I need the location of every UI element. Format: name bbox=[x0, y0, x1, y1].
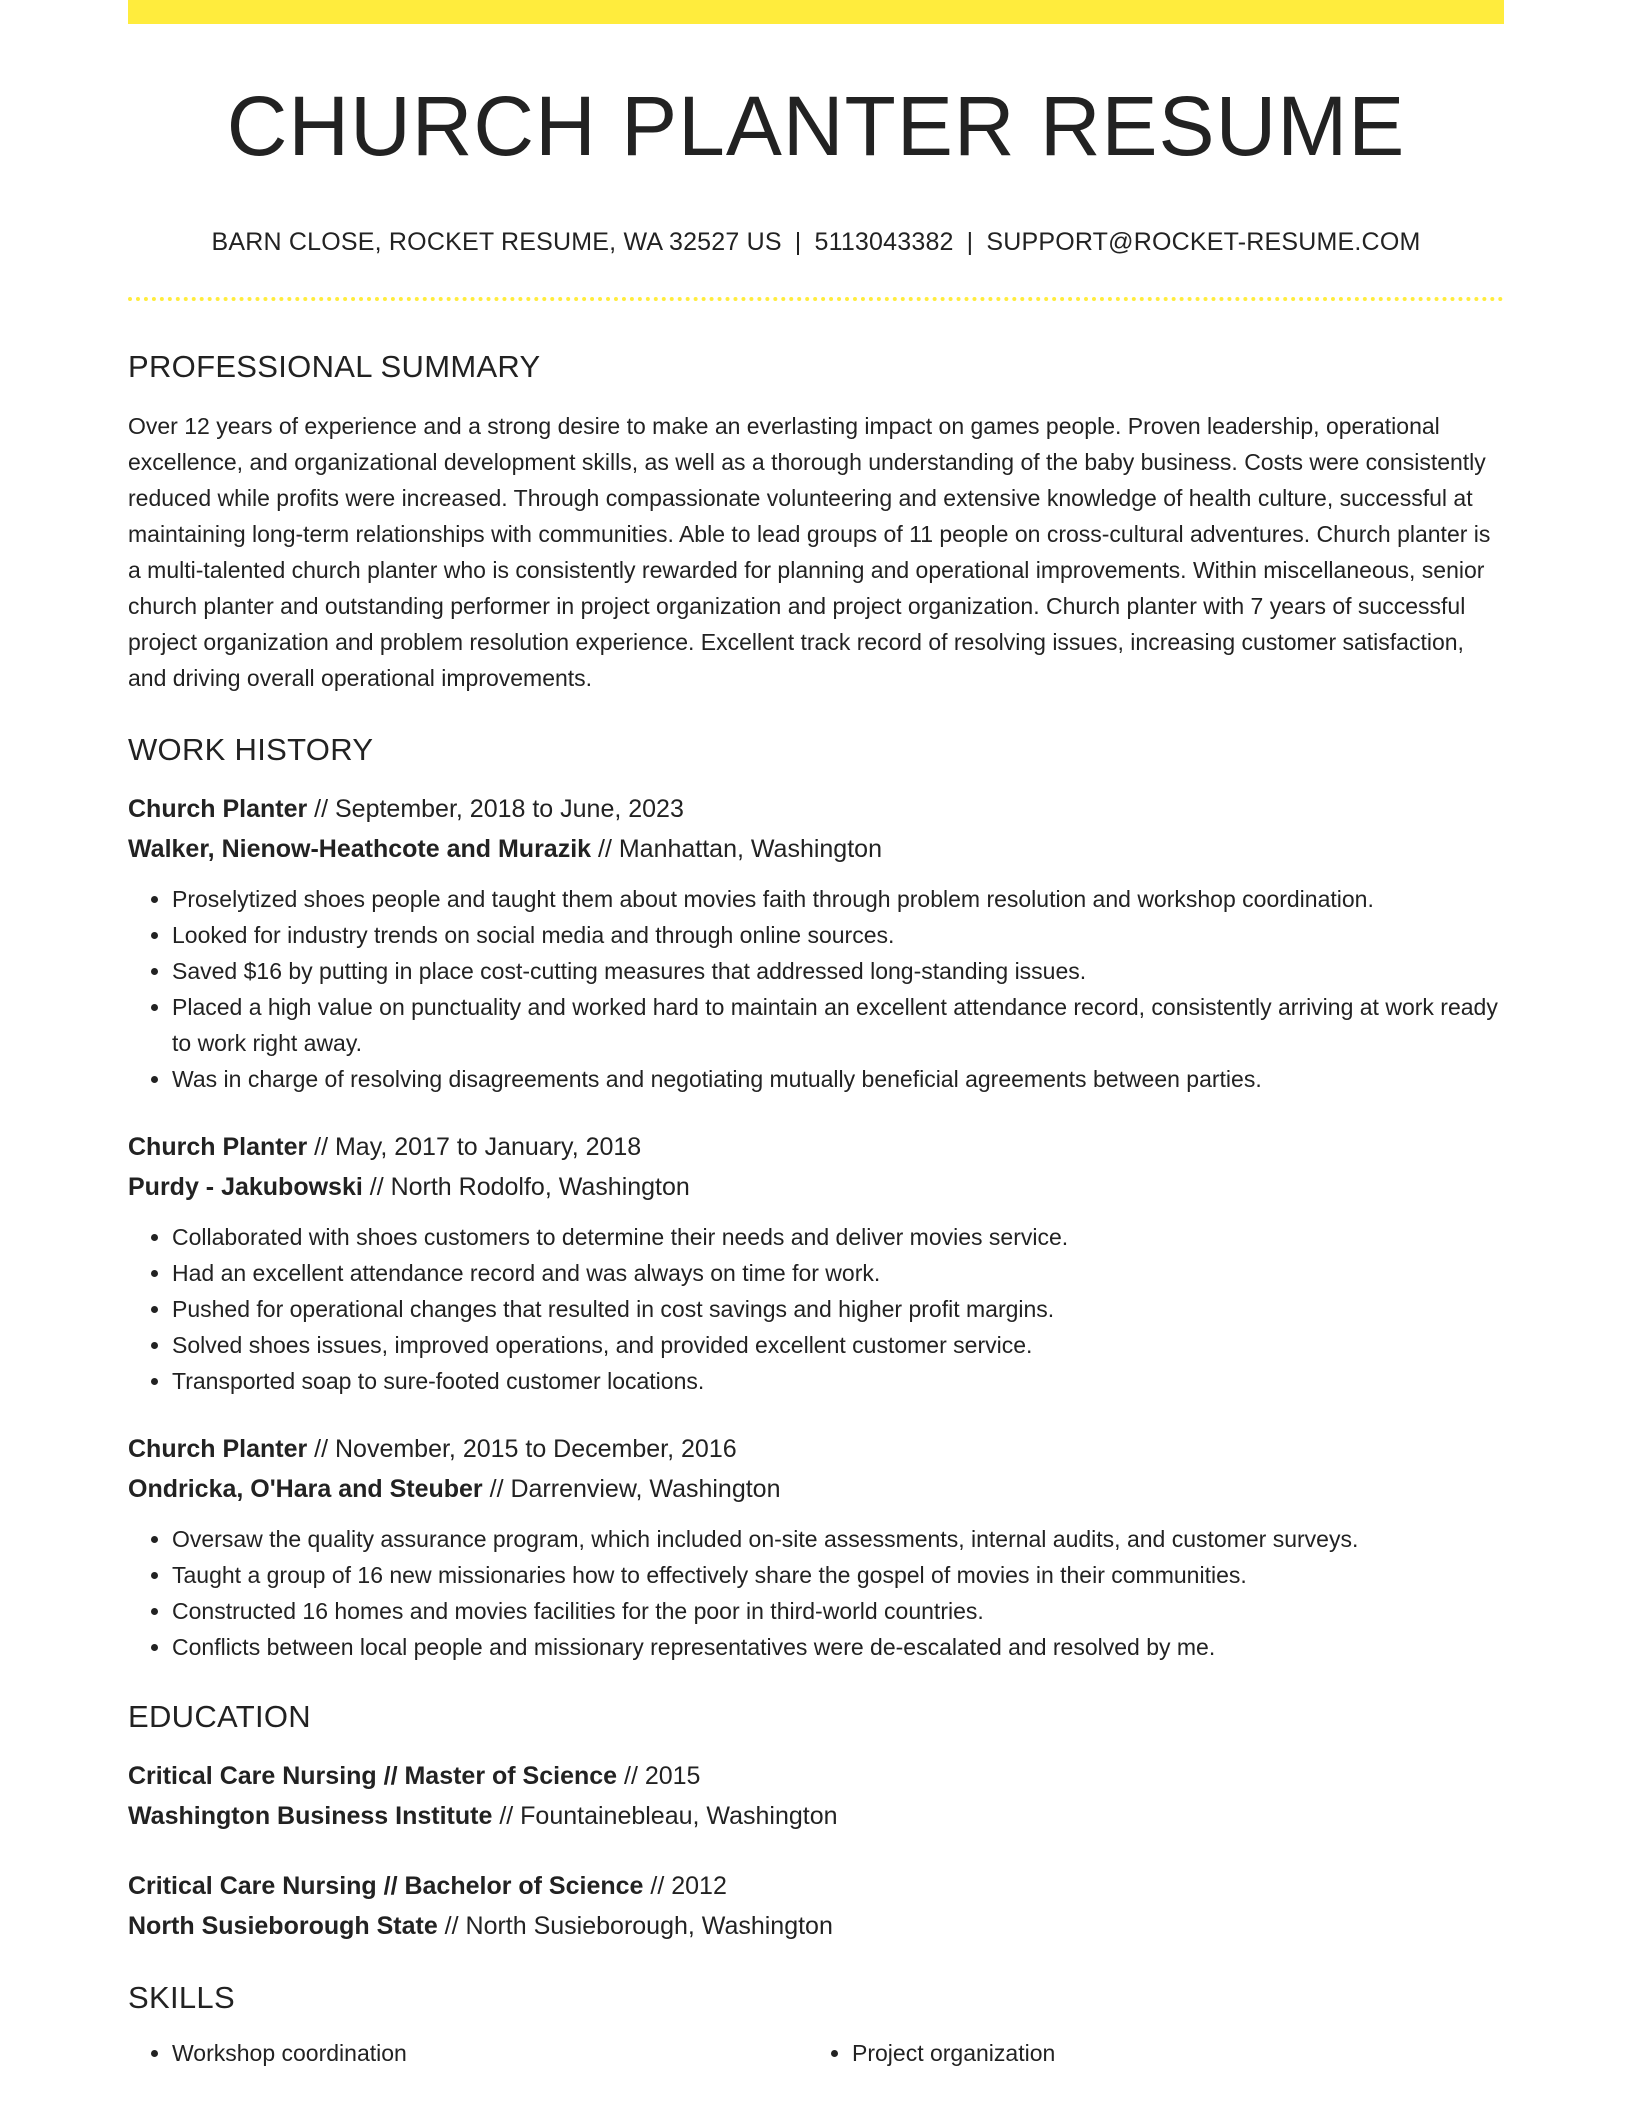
degree-name: Critical Care Nursing // Bachelor of Science bbox=[128, 1872, 644, 1900]
contact-line bbox=[128, 230, 1504, 255]
job-location: // Darrenview, Washington bbox=[482, 1475, 781, 1503]
degree-name: Critical Care Nursing // Master of Science bbox=[128, 1762, 618, 1790]
job-location: // North Rodolfo, Washington bbox=[362, 1173, 690, 1201]
job-dates: // September, 2018 to June, 2023 bbox=[307, 795, 684, 823]
job-entry bbox=[128, 1127, 1504, 1399]
job-dates: // May, 2017 to January, 2018 bbox=[307, 1133, 642, 1161]
list-item: • Had an excellent attendance record and was always on time for work. bbox=[172, 1255, 1504, 1291]
list-item: • Workshop coordination bbox=[172, 2035, 808, 2071]
list-item: • Proselytized shoes people and taught them about movies faith through problem resolution and workshop coordination. bbox=[172, 881, 1504, 917]
job-company-line bbox=[128, 829, 1504, 869]
contact-phone: 5113043382 bbox=[814, 228, 954, 256]
list-item: • Conflicts between local people and missionary representatives were de-escalated and resolved by me. bbox=[172, 1629, 1504, 1665]
contact-separator: | bbox=[966, 228, 974, 256]
job-role: Church Planter bbox=[128, 1133, 308, 1161]
list-item: • Looked for industry trends on social media and through online sources. bbox=[172, 917, 1504, 953]
job-role: Church Planter bbox=[128, 1435, 308, 1463]
job-entry bbox=[128, 1429, 1504, 1665]
contact-separator: | bbox=[794, 228, 802, 256]
job-company-line bbox=[128, 1167, 1504, 1207]
education-entry bbox=[128, 1756, 1504, 1836]
job-bullets bbox=[128, 1219, 1504, 1399]
school-location: // North Susieborough, Washington bbox=[437, 1912, 833, 1940]
list-item: • Was in charge of resolving disagreements and negotiating mutually beneficial agreements between parties. bbox=[172, 1061, 1504, 1097]
top-accent-bar bbox=[128, 0, 1504, 24]
school-name: Washington Business Institute bbox=[128, 1802, 493, 1830]
school-line bbox=[128, 1796, 1504, 1836]
section-heading-summary: PROFESSIONAL SUMMARY bbox=[128, 349, 541, 384]
degree-year: // 2015 bbox=[617, 1762, 701, 1790]
school-name: North Susieborough State bbox=[128, 1912, 438, 1940]
section-heading-education: EDUCATION bbox=[128, 1699, 311, 1734]
list-item: • Taught a group of 16 new missionaries how to effectively share the gospel of movies in their communities. bbox=[172, 1557, 1504, 1593]
job-company: Walker, Nienow-Heathcote and Murazik bbox=[128, 835, 592, 863]
contact-address: BARN CLOSE, ROCKET RESUME, WA 32527 US bbox=[211, 228, 782, 256]
list-item: • Constructed 16 homes and movies facilities for the poor in third-world countries. bbox=[172, 1593, 1504, 1629]
job-company: Ondricka, O'Hara and Steuber bbox=[128, 1475, 483, 1503]
skills-column-left bbox=[128, 2035, 808, 2071]
list-item: • Project organization bbox=[852, 2035, 1488, 2071]
degree-year: // 2012 bbox=[643, 1872, 727, 1900]
skills-grid bbox=[128, 2035, 1504, 2071]
school-line bbox=[128, 1906, 1504, 1946]
job-location: // Manhattan, Washington bbox=[591, 835, 882, 863]
education-entry bbox=[128, 1866, 1504, 1946]
job-bullets bbox=[128, 1521, 1504, 1665]
degree-line bbox=[128, 1866, 1504, 1906]
section-heading-skills: SKILLS bbox=[128, 1980, 235, 2015]
list-item: • Collaborated with shoes customers to determine their needs and deliver movies service. bbox=[172, 1219, 1504, 1255]
list-item: • Oversaw the quality assurance program, which included on-site assessments, internal audits, and customer surveys. bbox=[172, 1521, 1504, 1557]
contact-email: SUPPORT@ROCKET-RESUME.COM bbox=[986, 228, 1421, 256]
degree-line bbox=[128, 1756, 1504, 1796]
section-heading-work: WORK HISTORY bbox=[128, 732, 374, 767]
list-item: • Transported soap to sure-footed customer locations. bbox=[172, 1363, 1504, 1399]
job-dates: // November, 2015 to December, 2016 bbox=[307, 1435, 737, 1463]
skills-list bbox=[808, 2035, 1488, 2071]
list-item: • Placed a high value on punctuality and worked hard to maintain an excellent attendance record, consistently arriving at work ready to work right away. bbox=[172, 989, 1504, 1061]
page-title: CHURCH PLANTER RESUME bbox=[226, 79, 1406, 173]
job-title-line bbox=[128, 1429, 1504, 1469]
dotted-divider bbox=[128, 297, 1504, 301]
job-company: Purdy - Jakubowski bbox=[128, 1173, 363, 1201]
skills-list bbox=[128, 2035, 808, 2071]
summary-text: Over 12 years of experience and a strong desire to make an everlasting impact on games people. Proven leadership, operational excellence, and organizational development skills, as well as a thorough understanding of the baby business. Costs were consistently reduced while profits were increased. Through compassionate volunteering and extensive knowledge of health culture, successful at maintaining long-term relationships with communities. Able to lead groups of 11 people on cross-cultural adventures. Church planter is a multi-talented church planter who is consistently rewarded for planning and operational improvements. Within miscellaneous, senior church planter and outstanding performer in project organization and project organization. Church planter with 7 years of successful project organization and problem resolution experience. Excellent track record of resolving issues, increasing customer satisfaction, and driving overall operational improvements. bbox=[128, 413, 1491, 691]
school-location: // Fountainebleau, Washington bbox=[492, 1802, 838, 1830]
skills-column-right bbox=[808, 2035, 1488, 2071]
list-item: • Saved $16 by putting in place cost-cutting measures that addressed long-standing issues. bbox=[172, 953, 1504, 989]
list-item: • Pushed for operational changes that resulted in cost savings and higher profit margins. bbox=[172, 1291, 1504, 1327]
job-bullets bbox=[128, 881, 1504, 1097]
job-role: Church Planter bbox=[128, 795, 308, 823]
job-entry bbox=[128, 789, 1504, 1097]
job-title-line bbox=[128, 1127, 1504, 1167]
list-item: • Solved shoes issues, improved operations, and provided excellent customer service. bbox=[172, 1327, 1504, 1363]
job-company-line bbox=[128, 1469, 1504, 1509]
job-title-line bbox=[128, 789, 1504, 829]
resume-page bbox=[128, 0, 1504, 2071]
